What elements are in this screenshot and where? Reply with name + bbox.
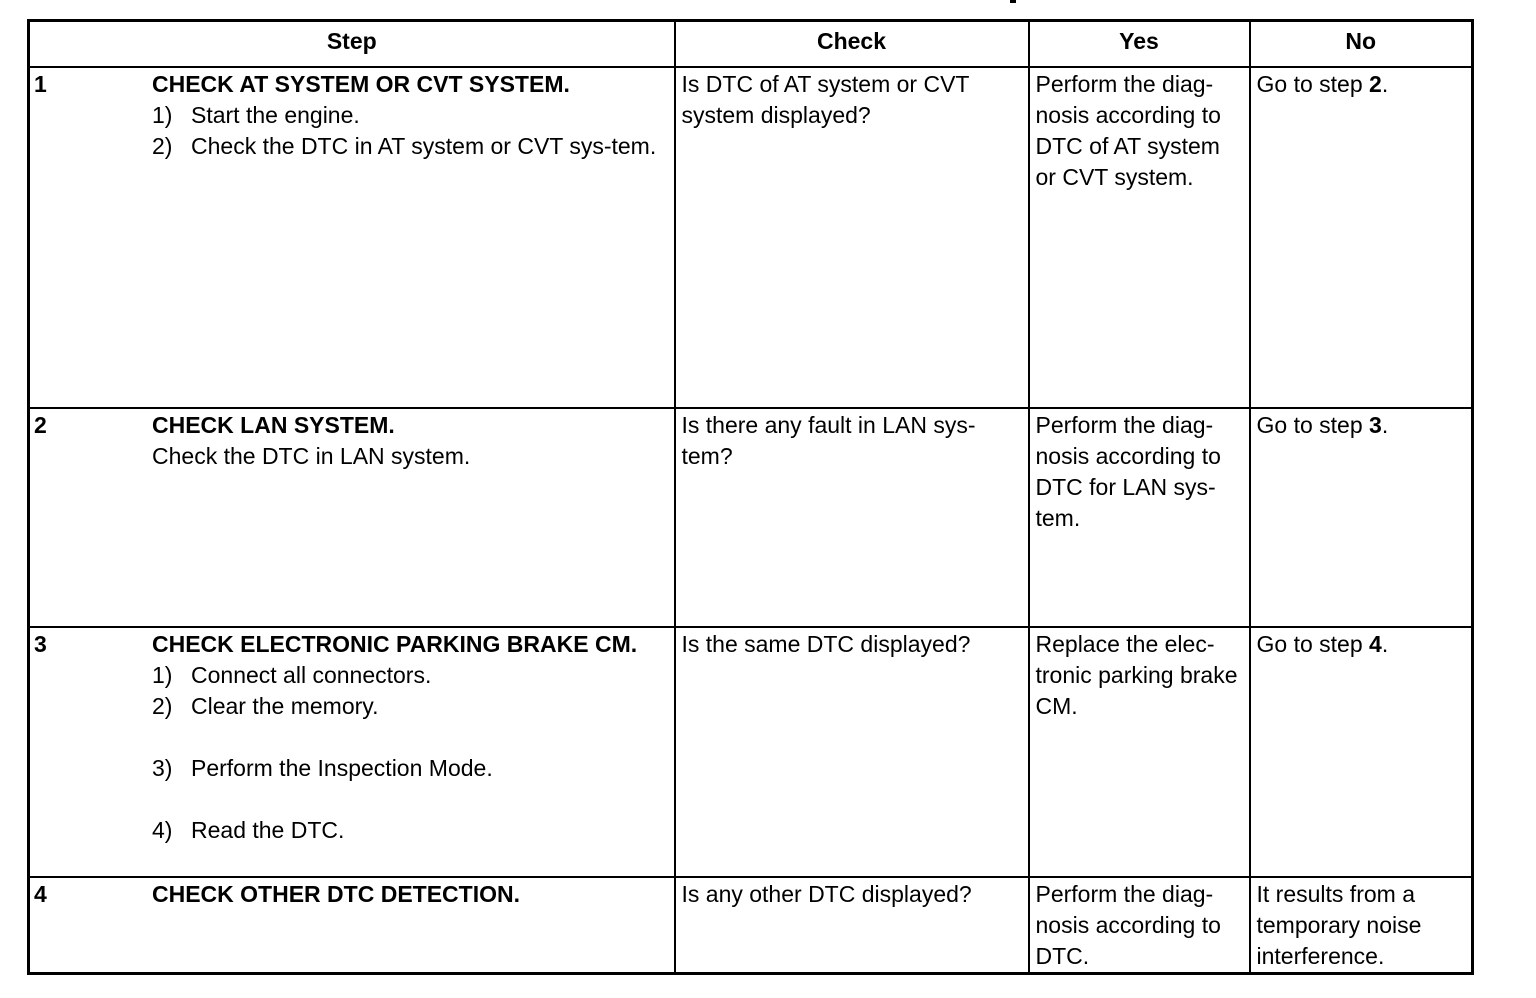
yes-cell xyxy=(1029,408,1250,627)
sub-step xyxy=(152,815,664,846)
no-step-link: 3 xyxy=(1369,412,1382,438)
no-text-prefix: Go to step xyxy=(1256,631,1370,657)
check-cell xyxy=(675,408,1029,627)
sub-step xyxy=(152,660,664,691)
step-number: 2 xyxy=(34,412,47,438)
step-cell xyxy=(29,408,675,627)
step-title: CHECK LAN SYSTEM. xyxy=(152,412,395,438)
check-cell xyxy=(675,67,1029,408)
no-text-suffix: . xyxy=(1381,71,1389,97)
step-number: 4 xyxy=(34,881,47,907)
step-number: 3 xyxy=(34,631,47,657)
sub-step-text: Start the engine. xyxy=(191,102,360,128)
check-text: Is DTC of AT system or CVT system displayed? xyxy=(681,71,970,128)
step-instruction: Check the DTC in LAN system. xyxy=(152,443,471,469)
step-title: CHECK AT SYSTEM OR CVT SYSTEM. xyxy=(152,71,570,97)
table-row xyxy=(29,627,1473,877)
sub-step-text: Connect all connectors. xyxy=(191,662,432,688)
no-cell xyxy=(1250,627,1473,877)
no-text-prefix: Go to step xyxy=(1256,412,1370,438)
yes-text: Perform the diag-nosis according to DTC. xyxy=(1035,881,1221,969)
sub-step-text: Check the DTC in AT system or CVT sys-tem. xyxy=(191,133,657,159)
no-text-prefix: Go to step xyxy=(1256,71,1370,97)
sub-step-number: 2) xyxy=(152,133,173,159)
table-row xyxy=(29,408,1473,627)
no-text xyxy=(1251,409,1472,441)
yes-text: Perform the diag-nosis according to DTC of AT system or CVT system. xyxy=(1035,71,1221,190)
sub-step-number: 1) xyxy=(152,662,173,688)
header-step: Step xyxy=(29,21,675,68)
no-text-suffix: . xyxy=(1381,412,1389,438)
table-row xyxy=(29,877,1473,974)
no-cell xyxy=(1250,67,1473,408)
check-text: Is the same DTC displayed? xyxy=(681,631,971,657)
no-text-suffix: . xyxy=(1381,631,1389,657)
sub-step-number: 4) xyxy=(152,817,173,843)
sub-step-text: Read the DTC. xyxy=(191,817,345,843)
sub-step xyxy=(152,753,664,784)
check-cell xyxy=(675,877,1029,974)
check-cell xyxy=(675,627,1029,877)
check-text: Is any other DTC displayed? xyxy=(681,881,972,907)
sub-step-text: Clear the memory. xyxy=(191,693,379,719)
sub-step-number: 3) xyxy=(152,755,173,781)
no-text-prefix: It results from a temporary noise interference. xyxy=(1256,881,1422,969)
diagnostic-table xyxy=(27,19,1474,975)
no-cell xyxy=(1250,877,1473,974)
no-text xyxy=(1251,68,1472,100)
header-row xyxy=(29,21,1473,68)
sub-step-text: Perform the Inspection Mode. xyxy=(191,755,493,781)
no-cell xyxy=(1250,408,1473,627)
step-title: CHECK ELECTRONIC PARKING BRAKE CM. xyxy=(152,631,638,657)
step-cell xyxy=(29,67,675,408)
yes-cell xyxy=(1029,67,1250,408)
no-text xyxy=(1251,878,1472,972)
page-edge-mark xyxy=(1010,0,1016,3)
check-text: Is there any fault in LAN sys-tem? xyxy=(681,412,976,469)
sub-step xyxy=(152,691,664,722)
sub-step-number: 1) xyxy=(152,102,173,128)
step-title: CHECK OTHER DTC DETECTION. xyxy=(152,881,520,907)
sub-step xyxy=(152,131,664,162)
no-text xyxy=(1251,628,1472,660)
header-check: Check xyxy=(675,21,1029,68)
step-cell xyxy=(29,627,675,877)
yes-cell xyxy=(1029,627,1250,877)
no-step-link: 4 xyxy=(1369,631,1382,657)
table-row xyxy=(29,67,1473,408)
yes-cell xyxy=(1029,877,1250,974)
header-no: No xyxy=(1250,21,1473,68)
step-cell xyxy=(29,877,675,974)
header-yes: Yes xyxy=(1029,21,1250,68)
no-step-link: 2 xyxy=(1369,71,1382,97)
sub-step xyxy=(152,100,664,131)
yes-text: Perform the diag-nosis according to DTC for LAN sys-tem. xyxy=(1035,412,1221,531)
sub-step-number: 2) xyxy=(152,693,173,719)
step-number: 1 xyxy=(34,71,47,97)
yes-text: Replace the elec-tronic parking brake CM. xyxy=(1035,631,1238,719)
